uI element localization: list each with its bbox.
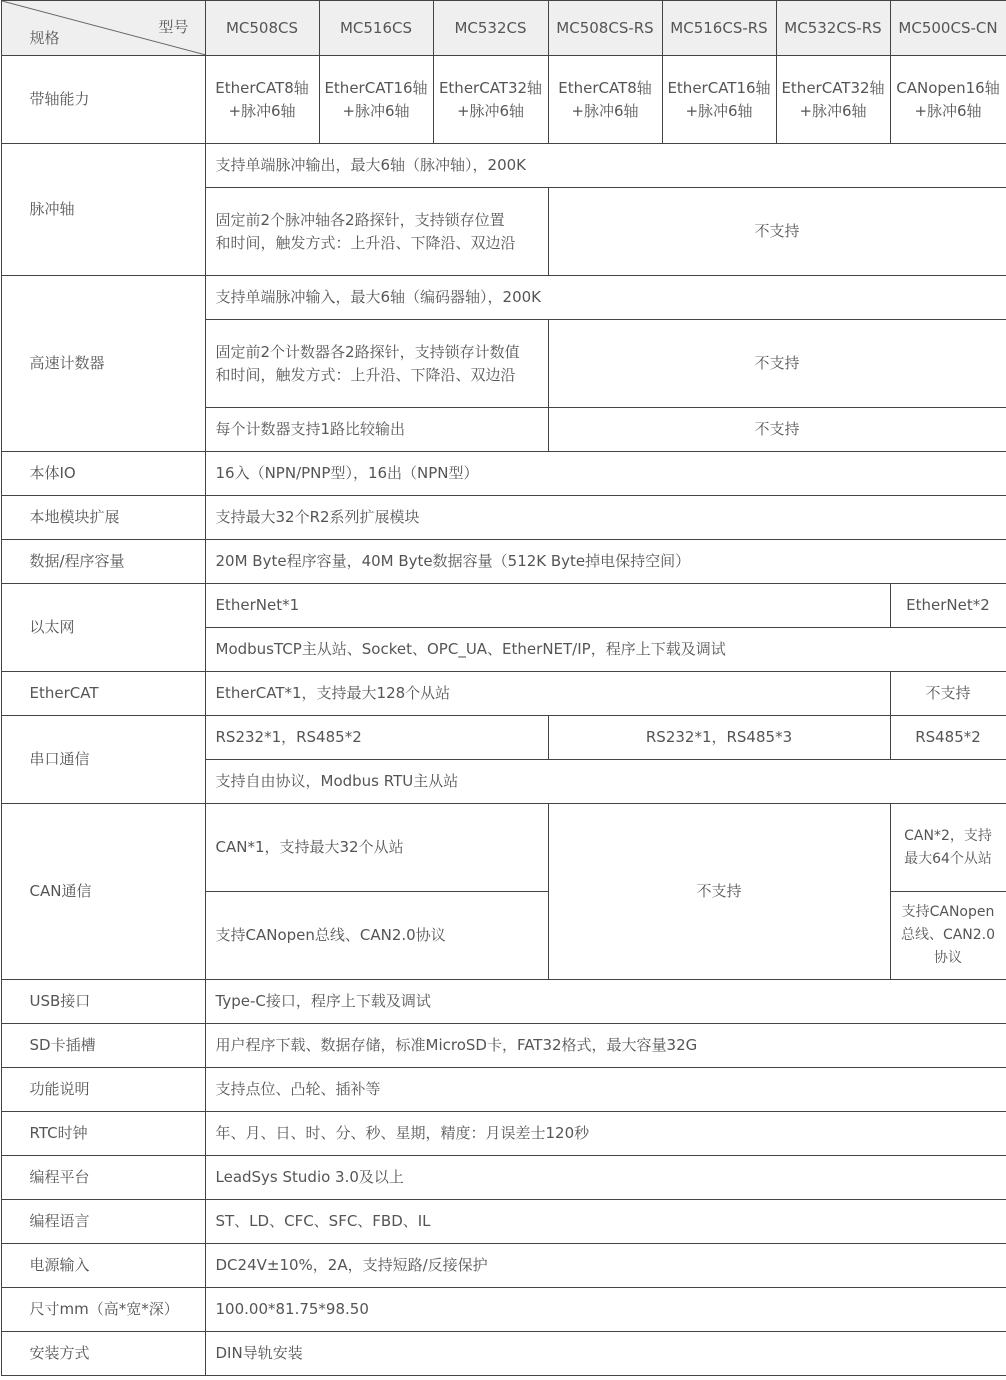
- row-label-axis: 带轴能力: [1, 56, 205, 144]
- row-label-pulse: 脉冲轴: [1, 144, 205, 276]
- axis-cell: EtherCAT16轴 +脉冲6轴: [662, 56, 776, 144]
- model-header: MC516CS: [319, 1, 433, 56]
- model-header: MC508CS: [205, 1, 319, 56]
- sd-value: 用户程序下载、数据存储，标准MicroSD卡，FAT32格式，最大容量32G: [205, 1024, 1006, 1068]
- model-header: MC516CS-RS: [662, 1, 776, 56]
- row-sd: [1, 1024, 1006, 1068]
- can-c1: CAN*2，支持 最大64个从站: [890, 804, 1006, 892]
- row-pulse-1: [1, 144, 1006, 188]
- serial-protocols: 支持自由协议，Modbus RTU主从站: [205, 760, 1006, 804]
- model-header: MC532CS: [433, 1, 548, 56]
- row-label-counter: 高速计数器: [1, 276, 205, 452]
- row-label-function: 功能说明: [1, 1068, 205, 1112]
- header-row: [1, 1, 1006, 56]
- ethercat-unsupported: 不支持: [890, 672, 1006, 716]
- row-usb: [1, 980, 1006, 1024]
- size-value: 100.00*81.75*98.50: [205, 1288, 1006, 1332]
- mount-value: DIN导轨安装: [205, 1332, 1006, 1376]
- row-capacity: [1, 540, 1006, 584]
- row-power: [1, 1244, 1006, 1288]
- axis-cell: EtherCAT32轴 +脉冲6轴: [776, 56, 890, 144]
- io-value: 16入（NPN/PNP型），16出（NPN型）: [205, 452, 1006, 496]
- expansion-value: 支持最大32个R2系列扩展模块: [205, 496, 1006, 540]
- row-label-ethercat: EtherCAT: [1, 672, 205, 716]
- row-ethernet-1: [1, 584, 1006, 628]
- model-header: MC508CS-RS: [548, 1, 662, 56]
- row-can-1: [1, 804, 1006, 892]
- spec-table: [1, 0, 1006, 1376]
- platform-value: LeadSys Studio 3.0及以上: [205, 1156, 1006, 1200]
- row-label-capacity: 数据/程序容量: [1, 540, 205, 584]
- row-label-rtc: RTC时钟: [1, 1112, 205, 1156]
- row-axis: [1, 56, 1006, 144]
- row-label-mount: 安装方式: [1, 1332, 205, 1376]
- counter-compare-cell: 每个计数器支持1路比较输出: [205, 408, 548, 452]
- serial-a: RS232*1，RS485*2: [205, 716, 548, 760]
- model-header: MC532CS-RS: [776, 1, 890, 56]
- row-label-serial: 串口通信: [1, 716, 205, 804]
- row-expansion: [1, 496, 1006, 540]
- row-label-can: CAN通信: [1, 804, 205, 980]
- ethernet-protocols: ModbusTCP主从站、Socket、OPC_UA、EtherNET/IP，程序上下载及调试: [205, 628, 1006, 672]
- axis-cell: EtherCAT8轴 +脉冲6轴: [205, 56, 319, 144]
- pulse-output-cell: 支持单端脉冲输出，最大6轴（脉冲轴），200K: [205, 144, 1006, 188]
- row-label-ethernet: 以太网: [1, 584, 205, 672]
- row-label-size: 尺寸mm（高*宽*深）: [1, 1288, 205, 1332]
- can-a1: CAN*1，支持最大32个从站: [205, 804, 548, 892]
- row-ethercat: [1, 672, 1006, 716]
- axis-cell: CANopen16轴 +脉冲6轴: [890, 56, 1006, 144]
- function-value: 支持点位、凸轮、插补等: [205, 1068, 1006, 1112]
- axis-cell: EtherCAT32轴 +脉冲6轴: [433, 56, 548, 144]
- row-language: [1, 1200, 1006, 1244]
- usb-value: Type-C接口，程序上下载及调试: [205, 980, 1006, 1024]
- row-label-power: 电源输入: [1, 1244, 205, 1288]
- model-header: MC500CS-CN: [890, 1, 1006, 56]
- row-label-expansion: 本地模块扩展: [1, 496, 205, 540]
- can-c2: 支持CANopen 总线、CAN2.0 协议: [890, 892, 1006, 980]
- power-value: DC24V±10%，2A，支持短路/反接保护: [205, 1244, 1006, 1288]
- row-function: [1, 1068, 1006, 1112]
- rtc-value: 年、月、日、时、分、秒、星期，精度：月误差士120秒: [205, 1112, 1006, 1156]
- row-mount: [1, 1332, 1006, 1376]
- row-platform: [1, 1156, 1006, 1200]
- can-unsupported: 不支持: [548, 804, 890, 980]
- row-label-io: 本体IO: [1, 452, 205, 496]
- row-counter-1: [1, 276, 1006, 320]
- corner-spec-label: 规格: [29, 29, 60, 47]
- counter-probe-cell: 固定前2个计数器各2路探针，支持锁存计数值 和时间，触发方式：上升沿、下降沿、双边沿: [205, 320, 548, 408]
- row-size: [1, 1288, 1006, 1332]
- counter-probe-unsupported: 不支持: [548, 320, 1006, 408]
- ethercat-value: EtherCAT*1，支持最大128个从站: [205, 672, 890, 716]
- row-io: [1, 452, 1006, 496]
- row-label-language: 编程语言: [1, 1200, 205, 1244]
- pulse-probe-cell: 固定前2个脉冲轴各2路探针，支持锁存位置 和时间，触发方式：上升沿、下降沿、双边沿: [205, 188, 548, 276]
- corner-model-label: 型号: [158, 18, 189, 36]
- counter-input-cell: 支持单端脉冲输入，最大6轴（编码器轴），200K: [205, 276, 1006, 320]
- axis-cell: EtherCAT8轴 +脉冲6轴: [548, 56, 662, 144]
- row-label-usb: USB接口: [1, 980, 205, 1024]
- row-label-sd: SD卡插槽: [1, 1024, 205, 1068]
- corner-cell: [1, 1, 205, 56]
- capacity-value: 20M Byte程序容量，40M Byte数据容量（512K Byte掉电保持空间）: [205, 540, 1006, 584]
- counter-compare-unsupported: 不支持: [548, 408, 1006, 452]
- serial-c: RS485*2: [890, 716, 1006, 760]
- row-label-platform: 编程平台: [1, 1156, 205, 1200]
- pulse-probe-unsupported: 不支持: [548, 188, 1006, 276]
- row-rtc: [1, 1112, 1006, 1156]
- axis-cell: EtherCAT16轴 +脉冲6轴: [319, 56, 433, 144]
- language-value: ST、LD、CFC、SFC、FBD、IL: [205, 1200, 1006, 1244]
- row-serial-1: [1, 716, 1006, 760]
- serial-b: RS232*1，RS485*3: [548, 716, 890, 760]
- ethernet-ports-a: EtherNet*1: [205, 584, 890, 628]
- can-a2: 支持CANopen总线、CAN2.0协议: [205, 892, 548, 980]
- ethernet-ports-b: EtherNet*2: [890, 584, 1006, 628]
